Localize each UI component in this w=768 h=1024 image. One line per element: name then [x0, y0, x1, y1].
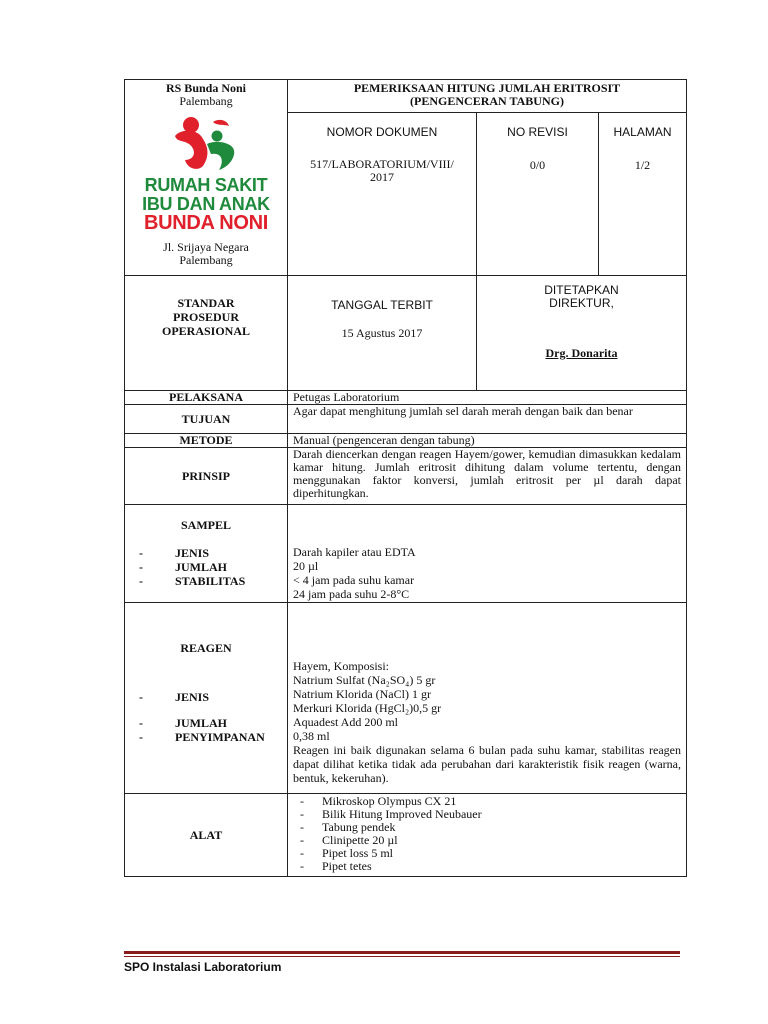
issue-date-cell [288, 276, 477, 391]
list-item: - Bilik Hitung Improved Neubauer [300, 807, 482, 821]
footer-rule [124, 951, 680, 954]
document-title [288, 80, 687, 113]
page-value: 1/2 [634, 158, 651, 172]
sampel-stabilitas-extra: 24 jam pada suhu 2-8°C [293, 587, 410, 601]
sampel-stabilitas-value: < 4 jam pada suhu kamar [293, 573, 415, 587]
sop-document [124, 79, 686, 877]
sampel-stabilitas-label: STABILITAS [175, 574, 246, 588]
sop-table [124, 79, 687, 877]
reagen-composition-item: Natrium Sulfat (Na₂SO₄) 5 gr [293, 673, 436, 687]
reagen-values-cell [288, 603, 687, 794]
title-line2: (PENGENCERAN TABUNG) [410, 94, 564, 108]
footer-text: SPO Instalasi Laboratorium [124, 960, 282, 974]
page-cell [599, 113, 687, 276]
hospital-logo [125, 108, 287, 233]
list-item: - Clinipette 20 µl [300, 833, 398, 847]
sampel-jumlah-label: JUMLAH [175, 560, 227, 574]
approved-label: DITETAPKAN [544, 283, 619, 297]
sop-line3: OPERASIONAL [161, 324, 250, 338]
sampel-values-cell [288, 505, 687, 603]
sampel-jenis-label: JENIS [175, 546, 210, 560]
sampel-label: SAMPEL [180, 518, 231, 532]
list-item: - Pipet tetes [300, 859, 372, 873]
reagen-jenis-row: - JENIS [139, 690, 210, 704]
tujuan-value: Agar dapat menghitung jumlah sel darah merah dengan baik dan benar [288, 405, 687, 434]
page-label: HALAMAN [613, 125, 672, 139]
doc-number-year: 2017 [370, 170, 394, 184]
sop-line2: PROSEDUR [172, 310, 239, 324]
logo-text-line1: RUMAH SAKIT [144, 175, 268, 195]
reagen-jenis-label: JENIS [175, 690, 210, 704]
list-item: - Pipet loss 5 ml [300, 846, 394, 860]
metode-label: METODE [125, 434, 288, 448]
approved-role: DIREKTUR, [549, 296, 614, 310]
approval-cell [477, 276, 687, 391]
reagen-composition-title: Hayem, Komposisi: [293, 659, 389, 673]
alat-label: ALAT [125, 794, 288, 877]
logo-text-line2: IBU DAN ANAK [142, 194, 270, 214]
sampel-stabilitas-row: - STABILITAS [139, 574, 246, 588]
doc-number-value: 517/LABORATORIUM/VIII/ [310, 157, 454, 171]
reagen-composition-item: Natrium Klorida (NaCl) 1 gr [293, 687, 431, 701]
metode-value: Manual (pengenceran dengan tabung) [288, 434, 687, 448]
alat-list [300, 795, 686, 873]
prinsip-value: Darah diencerkan dengan reagen Hayem/gower, kemudian dimasukkan kedalam kamar hitung. Jumlah eritrosit dihitung dalam volume tertentu, dengan menggunakan faktor konversi, jumlah eritrosit per µl darah dapat diperhitungkan. [288, 448, 687, 505]
reagen-composition-item: Aquadest Add 200 ml [293, 715, 398, 729]
pelaksana-value: Petugas Laboratorium [288, 391, 687, 405]
footer-rule-thin [124, 956, 680, 957]
address-line1: Jl. Srijaya Negara [163, 240, 249, 254]
reagen-penyimpanan-label: PENYIMPANAN [175, 730, 265, 744]
address-line2: Palembang [179, 253, 233, 267]
reagen-jumlah-row: - JUMLAH [139, 716, 227, 730]
prinsip-label: PRINSIP [125, 448, 288, 505]
logo-text-line3: BUNDA NONI [143, 212, 269, 234]
title-line1: PEMERIKSAAN HITUNG JUMLAH ERITROSIT [353, 81, 621, 95]
sampel-jenis-value: Darah kapiler atau EDTA [293, 545, 416, 559]
hospital-identity-cell [125, 80, 288, 276]
issue-date-label: TANGGAL TERBIT [331, 298, 433, 312]
reagen-jumlah-value: 0,38 ml [293, 729, 330, 743]
sampel-label-cell [125, 505, 288, 603]
reagen-penyimpanan-value: Reagen ini baik digunakan selama 6 bulan pada suhu kamar, stabilitas reagen dapat dilihat ketika tidak ada perubahan dari karakteristik fisik reagen (warna, bentuk, kekeruhan). [293, 743, 681, 785]
revision-value: 0/0 [529, 158, 546, 172]
reagen-jumlah-label: JUMLAH [175, 716, 227, 730]
sampel-jenis-row: - JENIS [139, 546, 210, 560]
doc-number-label: NOMOR DOKUMEN [326, 125, 438, 139]
alat-values-cell [288, 794, 687, 877]
sampel-jumlah-row: - JUMLAH [139, 560, 227, 574]
revision-cell [477, 113, 599, 276]
hospital-name: RS Bunda Noni [165, 81, 247, 95]
sop-type-cell [125, 276, 288, 391]
reagen-penyimpanan-row: - PENYIMPANAN [139, 730, 265, 744]
list-item: - Mikroskop Olympus CX 21 [300, 794, 457, 808]
director-name: Drg. Donarita [545, 346, 618, 360]
pelaksana-label: PELAKSANA [125, 391, 288, 405]
reagen-label: REAGEN [180, 641, 232, 655]
mother-child-logo-icon [167, 114, 245, 172]
sop-line1: STANDAR [177, 296, 235, 310]
sampel-jumlah-value: 20 µl [293, 559, 319, 573]
reagen-composition-item: Merkuri Klorida (HgCl₂)0,5 gr [293, 701, 442, 715]
hospital-city: Palembang [179, 94, 233, 108]
tujuan-label: TUJUAN [125, 405, 288, 434]
issue-date-value: 15 Agustus 2017 [341, 326, 423, 340]
reagen-label-cell [125, 603, 288, 794]
doc-number-cell [288, 113, 477, 276]
list-item: - Tabung pendek [300, 820, 396, 834]
revision-label: NO REVISI [507, 125, 568, 139]
